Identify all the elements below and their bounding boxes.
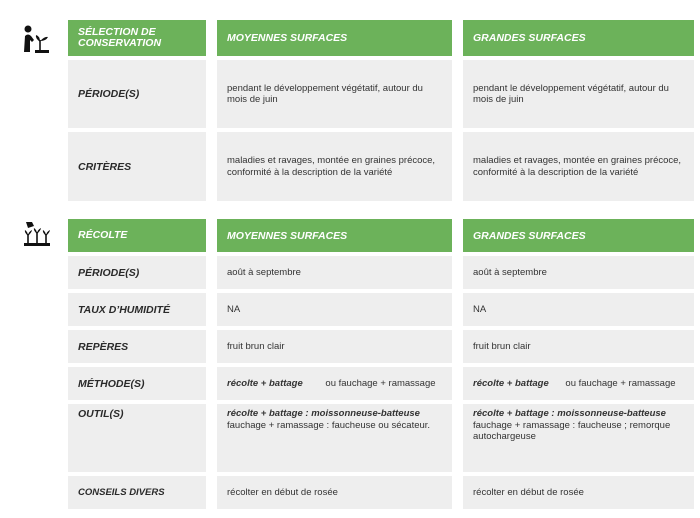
- row-label: CRITÈRES: [68, 132, 206, 201]
- cell-value: août à septembre: [463, 256, 694, 289]
- cell-value: maladies et ravages, montée en graines précoce, conformité à la description de la variété: [217, 132, 452, 201]
- cell-value: [463, 404, 694, 472]
- method-rest: ou fauchage + ramassage: [325, 377, 436, 389]
- cell-value: [217, 367, 452, 400]
- method-bold: récolte + battage: [473, 377, 549, 389]
- header-selection: SÉLECTION DE CONSERVATION: [68, 20, 206, 56]
- gardener-icon: [22, 24, 52, 54]
- cell-value: [463, 367, 694, 400]
- row-label: TAUX D’HUMIDITÉ: [68, 293, 206, 326]
- tool-rest: fauchage + ramassage : faucheuse ou sécateur.: [227, 419, 431, 431]
- table-row: [68, 60, 694, 128]
- table-row: [68, 256, 694, 289]
- method-rest: ou fauchage + ramassage: [565, 377, 676, 389]
- selection-header-row: [68, 20, 694, 56]
- tool-text: [473, 408, 684, 443]
- cell-value: récolter en début de rosée: [463, 476, 694, 509]
- cell-value: NA: [217, 293, 452, 326]
- table-row: [68, 367, 694, 400]
- method-text: [227, 378, 436, 390]
- harvest-hands-icon: [22, 218, 52, 248]
- cell-value: fruit brun clair: [217, 330, 452, 363]
- method-bold: récolte + battage: [227, 377, 303, 389]
- table-row: [68, 132, 694, 201]
- table-row: [68, 404, 694, 472]
- row-label: REPÈRES: [68, 330, 206, 363]
- cell-value: pendant le développement végétatif, autour du mois de juin: [463, 60, 694, 128]
- header-moyennes: MOYENNES SURFACES: [217, 219, 452, 252]
- tool-bold: récolte + battage : moissonneuse-batteuse: [473, 408, 666, 419]
- row-label: OUTIL(S): [68, 404, 206, 472]
- recolte-header-row: [68, 219, 694, 252]
- recolte-table: [68, 219, 694, 513]
- row-label: CONSEILS DIVERS: [68, 476, 206, 509]
- header-grandes: GRANDES SURFACES: [463, 219, 694, 252]
- cell-value: maladies et ravages, montée en graines précoce, conformité à la description de la variété: [463, 132, 694, 201]
- cell-value: NA: [463, 293, 694, 326]
- selection-table: [68, 20, 694, 205]
- cell-value: fruit brun clair: [463, 330, 694, 363]
- header-moyennes: MOYENNES SURFACES: [217, 20, 452, 56]
- cell-value: récolter en début de rosée: [217, 476, 452, 509]
- cell-value: [217, 404, 452, 472]
- row-label: PÉRIODE(S): [68, 60, 206, 128]
- header-recolte: RÉCOLTE: [68, 219, 206, 252]
- row-label: MÉTHODE(S): [68, 367, 206, 400]
- row-label: PÉRIODE(S): [68, 256, 206, 289]
- tool-text: [227, 408, 430, 431]
- header-grandes: GRANDES SURFACES: [463, 20, 694, 56]
- cell-value: août à septembre: [217, 256, 452, 289]
- table-row: [68, 293, 694, 326]
- tool-bold: récolte + battage : moissonneuse-batteuse: [227, 408, 420, 419]
- cell-value: pendant le développement végétatif, autour du mois de juin: [217, 60, 452, 128]
- method-text: [473, 378, 676, 390]
- tool-rest: fauchage + ramassage : faucheuse ; remorque autochargeuse: [473, 419, 671, 442]
- table-row: [68, 330, 694, 363]
- table-row: [68, 476, 694, 509]
